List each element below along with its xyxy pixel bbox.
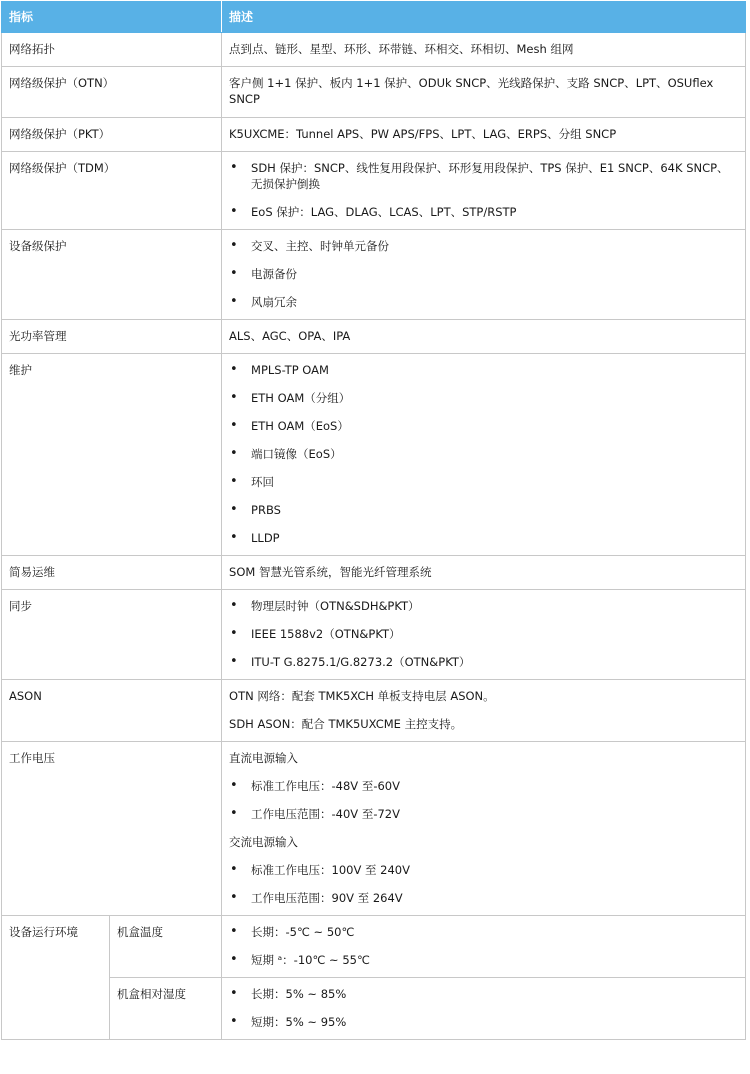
row-label: 维护 (2, 354, 222, 556)
list-item: • LLDP (229, 530, 738, 546)
row-value (222, 742, 746, 916)
list-item: • 工作电压范围：90V 至 264V (229, 890, 738, 906)
row-label: 网络级保护（TDM） (2, 152, 222, 230)
list-item: • 环回 (229, 474, 738, 490)
table-row (2, 320, 746, 354)
row-label: 网络级保护（PKT） (2, 118, 222, 152)
table-row (2, 118, 746, 152)
row-value (222, 230, 746, 320)
bullet-list (229, 778, 738, 822)
row-label: 网络级保护（OTN） (2, 67, 222, 118)
row-label: ASON (2, 680, 222, 742)
table-row (2, 354, 746, 556)
bullet-list (229, 362, 738, 546)
table-row (2, 230, 746, 320)
bullet-list (229, 924, 738, 968)
list-item: • 标准工作电压：-48V 至-60V (229, 778, 738, 794)
table-row (2, 152, 746, 230)
row-label: 设备运行环境 (2, 916, 110, 1040)
bullet-list (229, 238, 738, 310)
table-row (2, 742, 746, 916)
row-value: K5UXCME：Tunnel APS、PW APS/FPS、LPT、LAG、ERPS、分组 SNCP (222, 118, 746, 152)
header-indicator: 指标 (2, 2, 222, 33)
table-row (2, 680, 746, 742)
list-item: • IEEE 1588v2（OTN&PKT） (229, 626, 738, 642)
row-label: 网络拓扑 (2, 33, 222, 67)
bullet-list (229, 862, 738, 906)
row-value: 点到点、链形、星型、环形、环带链、环相交、环相切、Mesh 组网 (222, 33, 746, 67)
row-label: 同步 (2, 590, 222, 680)
table-row (2, 978, 746, 1040)
row-value: 客户侧 1+1 保护、板内 1+1 保护、ODUk SNCP、光线路保护、支路 SNCP、LPT、OSUflex SNCP (222, 67, 746, 118)
bullet-list (229, 160, 738, 220)
table-row (2, 590, 746, 680)
list-item: • PRBS (229, 502, 738, 518)
bullet-list (229, 598, 738, 670)
spec-table (1, 1, 746, 1040)
paragraph: SDH ASON：配合 TMK5UXCME 主控支持。 (229, 717, 463, 731)
list-item: • 短期：5% ~ 95% (229, 1014, 738, 1030)
list-item: • 交叉、主控、时钟单元备份 (229, 238, 738, 254)
paragraph: OTN 网络：配套 TMK5XCH 单板支持电层 ASON。 (229, 689, 495, 703)
row-value (222, 916, 746, 978)
table-row (2, 67, 746, 118)
subheading: 交流电源输入 (229, 835, 299, 849)
table-row (2, 556, 746, 590)
list-item: • 风扇冗余 (229, 294, 738, 310)
list-item: • 短期 ᵃ：-10℃ ~ 55℃ (229, 952, 738, 968)
list-item: • MPLS-TP OAM (229, 362, 738, 378)
list-item: • 工作电压范围：-40V 至-72V (229, 806, 738, 822)
row-sublabel: 机盒相对湿度 (110, 978, 222, 1040)
table-header-row (2, 2, 746, 33)
row-value: SOM 智慧光管系统，智能光纤管理系统 (222, 556, 746, 590)
row-value: ALS、AGC、OPA、IPA (222, 320, 746, 354)
list-item: • 长期：-5℃ ~ 50℃ (229, 924, 738, 940)
list-item: • ETH OAM（分组） (229, 390, 738, 406)
list-item: • 电源备份 (229, 266, 738, 282)
table-row (2, 33, 746, 67)
row-value (222, 152, 746, 230)
subheading: 直流电源输入 (229, 751, 299, 765)
list-item: • 端口镜像（EoS） (229, 446, 738, 462)
list-item: • SDH 保护：SNCP、线性复用段保护、环形复用段保护、TPS 保护、E1 SNCP、64K SNCP、无损保护倒换 (229, 160, 738, 192)
row-sublabel: 机盒温度 (110, 916, 222, 978)
row-value (222, 354, 746, 556)
row-value (222, 590, 746, 680)
row-label: 简易运维 (2, 556, 222, 590)
row-label: 设备级保护 (2, 230, 222, 320)
row-value (222, 978, 746, 1040)
row-label: 光功率管理 (2, 320, 222, 354)
header-description: 描述 (222, 2, 746, 33)
list-item: • 长期：5% ~ 85% (229, 986, 738, 1002)
list-item: • ITU-T G.8275.1/G.8273.2（OTN&PKT） (229, 654, 738, 670)
list-item: • 物理层时钟（OTN&SDH&PKT） (229, 598, 738, 614)
row-value (222, 680, 746, 742)
list-item: • ETH OAM（EoS） (229, 418, 738, 434)
list-item: • EoS 保护：LAG、DLAG、LCAS、LPT、STP/RSTP (229, 204, 738, 220)
table-row (2, 916, 746, 978)
list-item: • 标准工作电压：100V 至 240V (229, 862, 738, 878)
row-label: 工作电压 (2, 742, 222, 916)
bullet-list (229, 986, 738, 1030)
